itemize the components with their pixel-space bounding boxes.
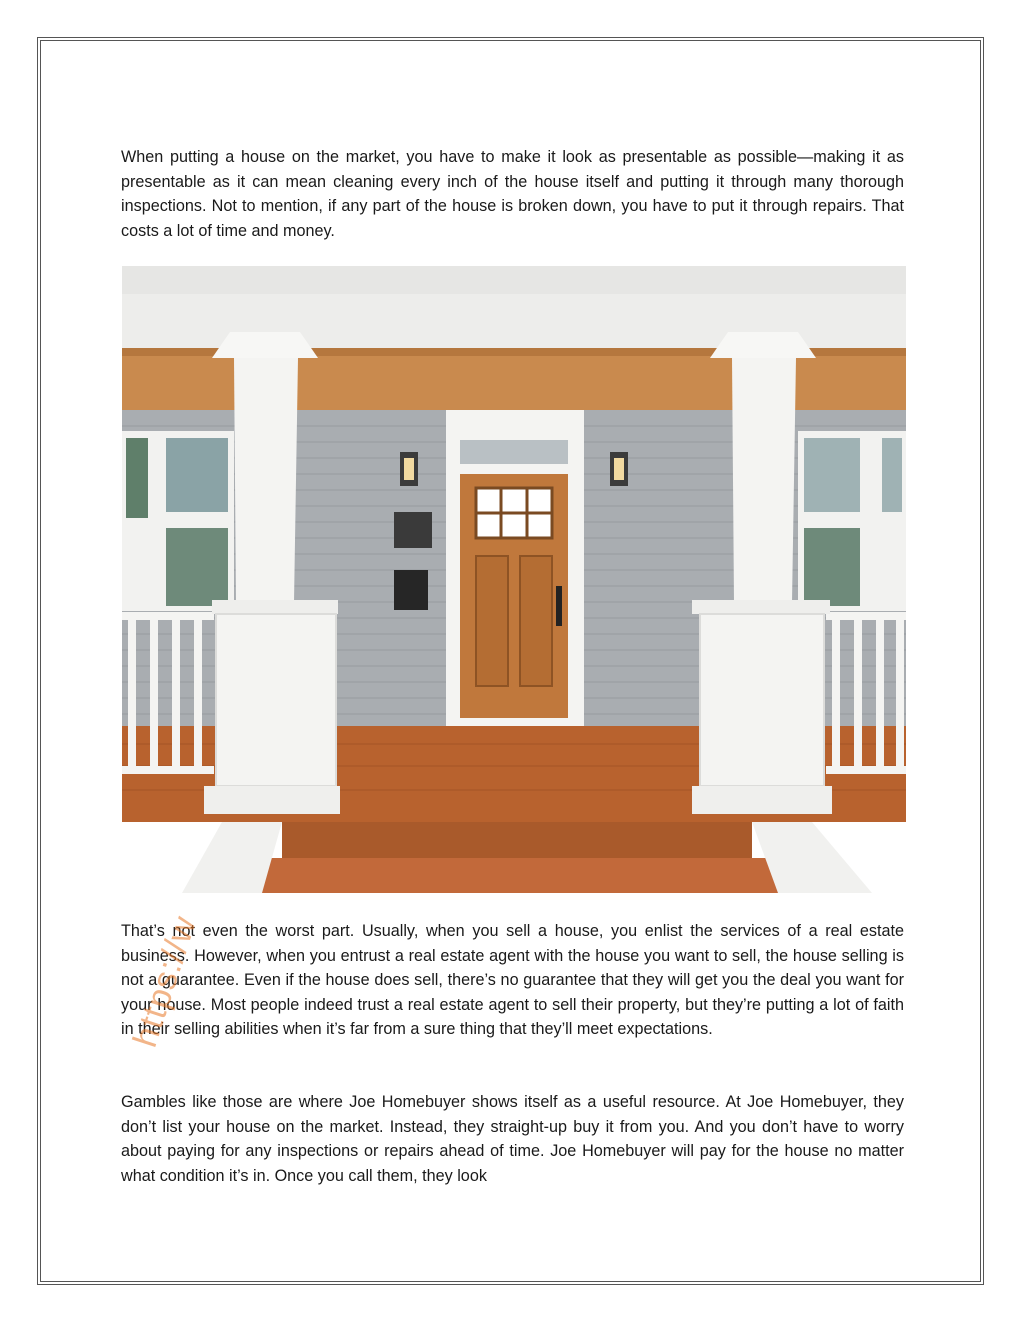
house-porch-photo <box>122 266 906 893</box>
body-paragraph-3: Gambles like those are where Joe Homebuyer shows itself as a useful resource. At Joe Homebuyer, they don’t list your house on the market. Instead, they straight-up buy it from you. And you don’t have to worry about paying for any inspections or repairs ahead of time. Joe Homebuyer will pay for the house no matter what condition it’s in. Once you call them, they look <box>121 1093 904 1185</box>
url-watermark: https://w <box>126 911 205 1052</box>
body-paragraph-2: That’s not even the worst part. Usually, when you sell a house, you enlist the services of a real estate business. However, when you entrust a real estate agent with the house you want to sell, the house selling is not a guarantee. Even if the house does sell, there’s no guarantee that they will get you the deal you want for your house. Most people indeed trust a real estate agent to sell their property, but they’re putting a lot of faith in their selling abilities when it’s far from a sure thing that they’ll meet expectations. <box>121 922 904 1038</box>
intro-paragraph: When putting a house on the market, you have to make it look as presentable as possible—making it as presentable as it can mean cleaning every inch of the house itself and putting it through many thorough inspections. Not to mention, if any part of the house is broken down, you have to put it through repairs. That costs a lot of time and money. <box>121 148 904 240</box>
